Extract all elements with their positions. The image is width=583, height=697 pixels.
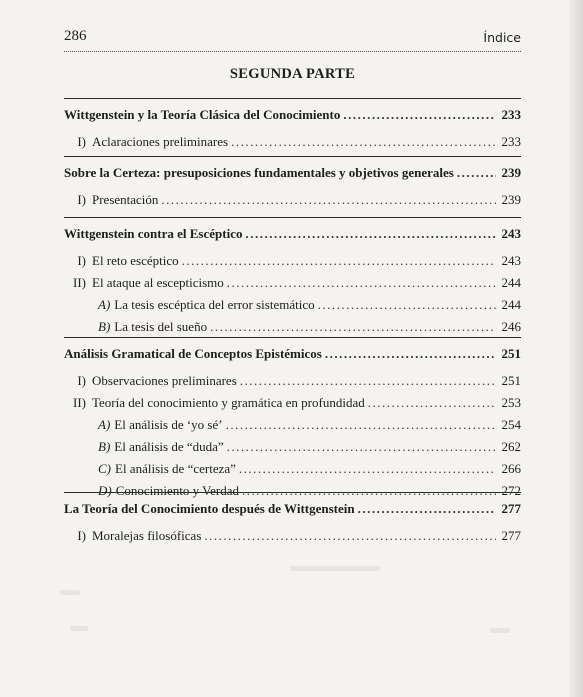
section-heading[interactable]	[64, 342, 521, 366]
entry-label: Teoría del conocimiento y gramática en profundidad	[92, 395, 365, 410]
dot-leader	[368, 392, 496, 414]
toc-entry[interactable]	[64, 250, 521, 272]
section-page: 251	[501, 346, 521, 361]
dot-leader	[240, 370, 496, 392]
toc-entry[interactable]	[64, 189, 521, 211]
subentry-page: 254	[501, 417, 521, 432]
dot-leader	[325, 342, 496, 366]
subentry-label: La tesis del sueño	[114, 319, 208, 334]
dot-leader	[210, 316, 496, 338]
subentry-page: 272	[501, 483, 521, 498]
subentry-page: 266	[501, 461, 521, 476]
dot-leader	[161, 189, 496, 211]
dot-leader	[358, 497, 496, 521]
entry-label: El reto escéptico	[92, 253, 179, 268]
entry-number: II)	[73, 275, 86, 290]
entry-page: 244	[501, 275, 521, 290]
section-title: Análisis Gramatical de Conceptos Epistémicos	[64, 346, 322, 361]
toc-entry[interactable]	[64, 525, 521, 547]
toc-subentry[interactable]	[64, 316, 521, 338]
show-through-mark	[490, 628, 510, 633]
entry-page: 239	[501, 192, 521, 207]
header-rule	[64, 51, 521, 52]
dot-leader	[457, 161, 496, 185]
dot-leader	[182, 250, 496, 272]
section-title: Wittgenstein contra el Escéptico	[64, 226, 243, 241]
dot-leader	[318, 294, 496, 316]
toc-subentry[interactable]	[64, 414, 521, 436]
section-page: 277	[501, 501, 521, 516]
entry-page: 251	[501, 373, 521, 388]
entry-page: 277	[501, 528, 521, 543]
entry-number: I)	[77, 134, 86, 149]
page-edge	[569, 0, 583, 697]
toc-entry[interactable]	[64, 370, 521, 392]
show-through-mark	[70, 626, 88, 631]
section-heading[interactable]	[64, 103, 521, 127]
section-page: 239	[501, 165, 521, 180]
entry-label: Aclaraciones preliminares	[92, 134, 229, 149]
running-title: Índice	[483, 30, 521, 45]
section-page: 233	[501, 107, 521, 122]
dot-leader	[239, 458, 496, 480]
entry-label: Observaciones preliminares	[92, 373, 237, 388]
toc-section	[64, 156, 521, 211]
entry-number: II)	[73, 395, 86, 410]
subentry-label: La tesis escéptica del error sistemático	[114, 297, 315, 312]
show-through-mark	[60, 590, 80, 595]
entry-number: I)	[77, 528, 86, 543]
page-number: 286	[64, 28, 87, 44]
section-heading[interactable]	[64, 161, 521, 185]
section-title: La Teoría del Conocimiento después de Wittgenstein	[64, 501, 355, 516]
subentry-letter: A)	[98, 297, 111, 312]
toc-entry[interactable]	[64, 272, 521, 294]
dot-leader	[227, 436, 496, 458]
dot-leader	[204, 525, 496, 547]
entry-number: I)	[77, 373, 86, 388]
subentry-label: El análisis de “certeza”	[115, 461, 236, 476]
toc-section	[64, 337, 521, 502]
entry-page: 233	[501, 134, 521, 149]
toc-section	[64, 98, 521, 153]
page-header	[64, 28, 521, 50]
toc-subentry[interactable]	[64, 294, 521, 316]
toc-section	[64, 217, 521, 338]
dot-leader	[226, 414, 496, 436]
part-title: SEGUNDA PARTE	[229, 66, 356, 82]
entry-page: 253	[501, 395, 521, 410]
subentry-label: El análisis de “duda”	[114, 439, 224, 454]
toc-entry[interactable]	[64, 131, 521, 153]
entry-page: 243	[501, 253, 521, 268]
subentry-letter: A)	[98, 417, 111, 432]
section-page: 243	[501, 226, 521, 241]
subentry-letter: B)	[98, 439, 111, 454]
entry-number: I)	[77, 192, 86, 207]
entry-number: I)	[77, 253, 86, 268]
section-title: Wittgenstein y la Teoría Clásica del Conocimiento	[64, 107, 341, 122]
subentry-label: El análisis de ‘yo sé’	[114, 417, 223, 432]
subentry-page: 244	[501, 297, 521, 312]
dot-leader	[231, 131, 496, 153]
toc-subentry[interactable]	[64, 458, 521, 480]
toc-section	[64, 492, 521, 547]
dot-leader	[245, 222, 496, 246]
toc-subentry[interactable]	[64, 436, 521, 458]
section-heading[interactable]	[64, 497, 521, 521]
subentry-page: 246	[501, 319, 521, 334]
subentry-letter: B)	[98, 319, 111, 334]
subentry-letter: D)	[98, 483, 112, 498]
dot-leader	[227, 272, 496, 294]
subentry-page: 262	[501, 439, 521, 454]
subentry-label: Conocimiento y Verdad	[115, 483, 239, 498]
entry-label: Presentación	[92, 192, 159, 207]
toc-entry[interactable]	[64, 392, 521, 414]
section-title: Sobre la Certeza: presuposiciones fundamentales y objetivos generales	[64, 165, 454, 180]
entry-label: Moralejas filosóficas	[92, 528, 202, 543]
dot-leader	[343, 103, 496, 127]
entry-label: El ataque al escepticismo	[92, 275, 224, 290]
subentry-letter: C)	[98, 461, 111, 476]
section-heading[interactable]	[64, 222, 521, 246]
show-through-mark	[290, 566, 380, 571]
